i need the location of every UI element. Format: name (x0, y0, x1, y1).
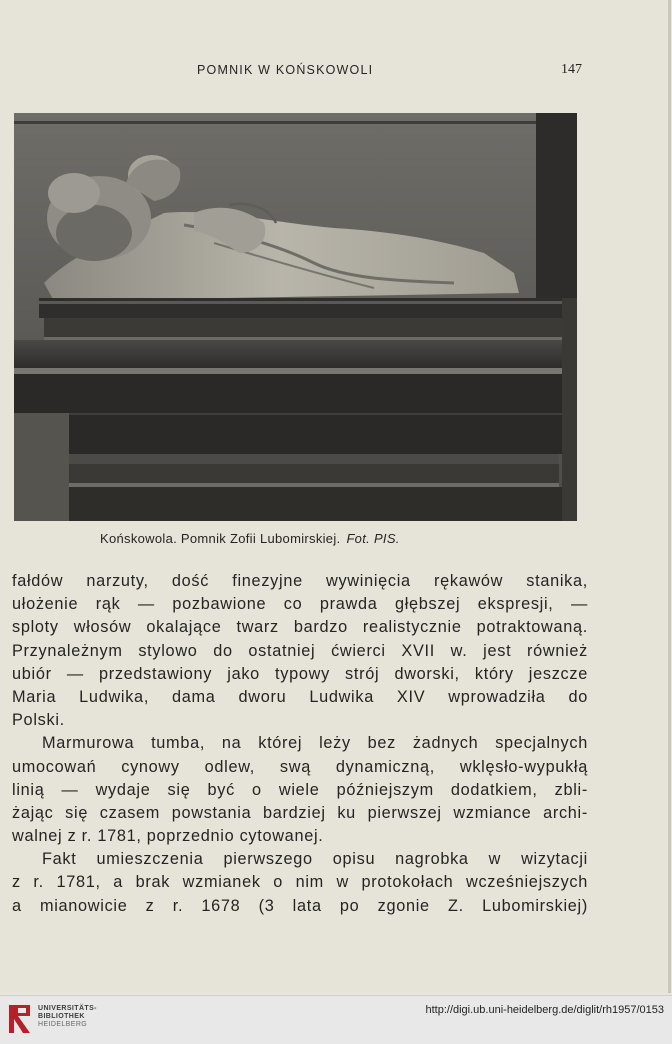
text-line: umocowań cynowy odlew, swą dynamiczną, wklęsło-wypukłą (12, 757, 588, 776)
figure-caption (100, 531, 520, 546)
text-line: Przynależnym stylowo do ostatniej ćwierci XVII w. jest również (12, 641, 588, 660)
permalink-url[interactable]: http://digi.ub.uni-heidelberg.de/diglit/rh1957/0153 (425, 1004, 664, 1016)
caption-text: Końskowola. Pomnik Zofii Lubomirskiej. (100, 531, 341, 546)
photo-credit: Fot. PIS. (346, 531, 400, 546)
text-line: fałdów narzuty, dość finezyjne wywinięcia rękawów stanika, (12, 572, 588, 590)
body-text (12, 570, 588, 918)
text-line: sploty włosów okalające twarz bardzo realistycznie potraktowaną. (12, 618, 588, 637)
library-name-line: HEIDELBERG (38, 1021, 88, 1028)
text-line: Marmurowa tumba, na której leży bez żadnych specjalnych (42, 734, 588, 753)
library-name-line: UNIVERSITÄTS- (38, 1005, 97, 1012)
text-line: Polski. (12, 711, 65, 730)
viewer-footer (0, 995, 672, 1044)
university-library-logo-icon[interactable] (8, 1002, 34, 1036)
running-title: POMNIK W KOŃSKOWOLI (197, 63, 374, 77)
paragraph-3 (12, 848, 588, 918)
library-name (38, 1005, 97, 1029)
text-line: ułożenie rąk — pozbawione co prawda głębszej ekspresji, — (12, 595, 588, 614)
text-line: Fakt umieszczenia pierwszego opisu nagrobka w wizytacji (42, 850, 588, 869)
text-line: z r. 1781, a brak wzmianek o nim w protokołach wcześniejszych (12, 873, 588, 892)
text-line: Maria Ludwika, dama dworu Ludwika XIV wprowadziła do (12, 687, 588, 706)
text-line: ubiór — przedstawiony jako typowy strój dworski, który jeszcze (12, 664, 588, 683)
paragraph-2 (12, 732, 588, 848)
library-name-line: BIBLIOTHEK (38, 1013, 85, 1020)
text-line: a mianowicie z r. 1678 (3 lata po zgonie Z. Lubomirskiej) (12, 896, 588, 915)
tomb-effigy-photo (14, 113, 577, 521)
tomb-photo-illustration (14, 113, 577, 521)
paragraph-1 (12, 570, 588, 732)
text-line: linią — wydaje się być o wiele późniejszym dodatkiem, zbli- (12, 780, 588, 799)
page-number: 147 (561, 62, 582, 77)
text-line: żając się czasem powstania bardziej ku pierwszej wzmiance archi- (12, 803, 588, 822)
text-line: walnej z r. 1781, poprzednio cytowanej. (12, 827, 324, 846)
